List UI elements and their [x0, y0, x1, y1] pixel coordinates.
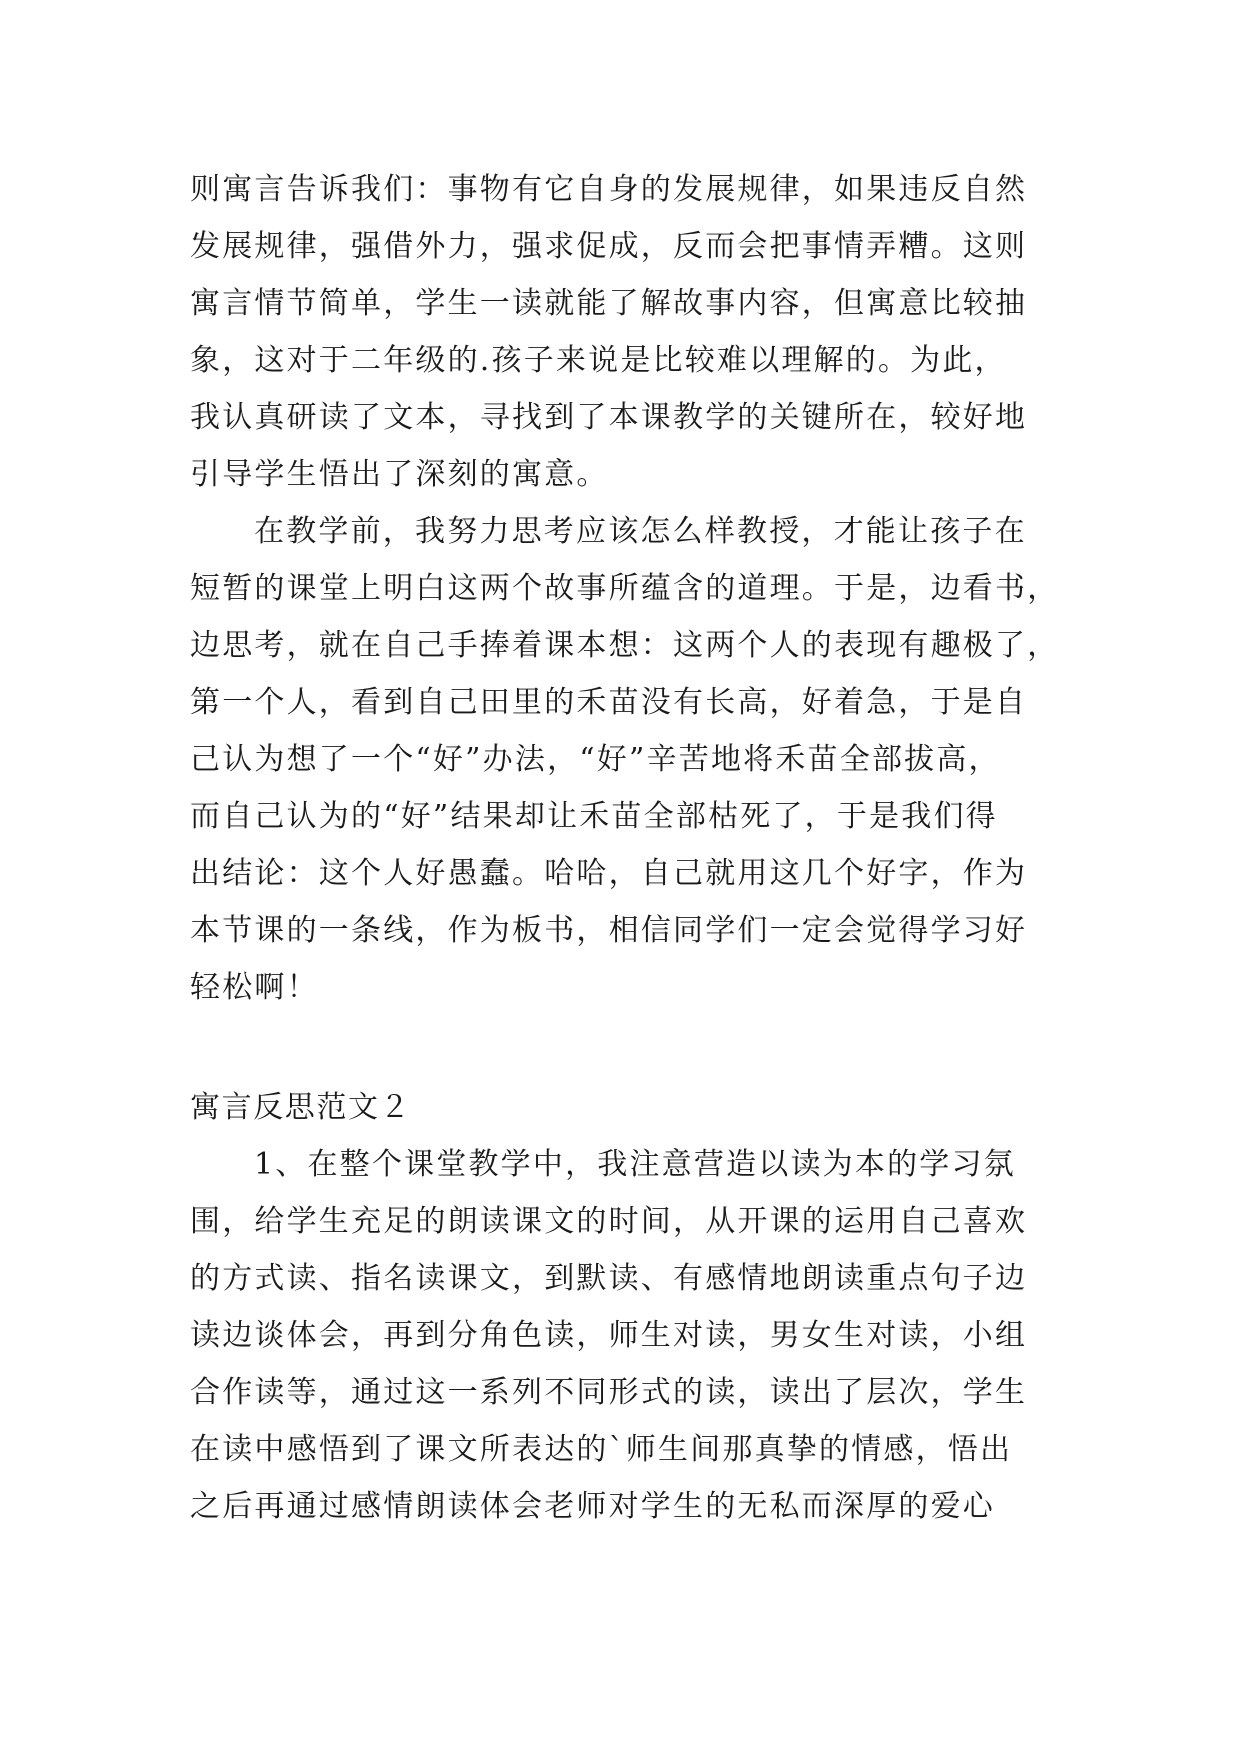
text-line: 之后再通过感情朗读体会老师对学生的无私而深厚的爱心 [190, 1489, 995, 1524]
text-line: 本节课的一条线，作为板书，相信同学们一定会觉得学习好 [190, 913, 1028, 948]
text-line: 合作读等，通过这一系列不同形式的读，读出了层次，学生 [190, 1375, 1028, 1410]
text-line: 读边谈体会，再到分角色读，师生对读，男女生对读，小组 [190, 1318, 1028, 1353]
text-line: 己认为想了一个“好”办法，“好”辛苦地将禾苗全部拔高， [190, 742, 1001, 777]
text-line: 短暂的课堂上明白这两个故事所蕴含的道理。于是，边看书， [190, 571, 1060, 606]
text-line: 轻松啊！ [190, 970, 319, 1005]
text-line: 而自己认为的“好”结果却让禾苗全部枯死了，于是我们得 [190, 799, 998, 834]
text-line: 则寓言告诉我们：事物有它自身的发展规律，如果违反自然 [190, 172, 1028, 207]
text-line: 在读中感悟到了课文所表达的`师生间那真挚的情感，悟出 [190, 1432, 1013, 1467]
text-line: 出结论：这个人好愚蠢。哈哈，自己就用这几个好字，作为 [190, 856, 1028, 891]
text-line: 象，这对于二年级的.孩子来说是比较难以理解的。为此， [190, 343, 1007, 378]
text-line: 发展规律，强借外力，强求促成，反而会把事情弄糟。这则 [190, 229, 1028, 264]
text-line: 的方式读、指名读课文，到默读、有感情地朗读重点句子边 [190, 1261, 1028, 1296]
text-line: 在教学前，我努力思考应该怎么样教授，才能让孩子在 [254, 514, 1027, 549]
text-line: 第一个人，看到自己田里的禾苗没有长高，好着急，于是自 [190, 685, 1028, 720]
text-line: 边思考，就在自己手捧着课本想：这两个人的表现有趣极了， [190, 628, 1060, 663]
text-line: 我认真研读了文本，寻找到了本课教学的关键所在，较好地 [190, 400, 1028, 435]
text-line: 寓言情节简单，学生一读就能了解故事内容，但寓意比较抽 [190, 286, 1028, 321]
text-line: 围，给学生充足的朗读课文的时间，从开课的运用自己喜欢 [190, 1204, 1028, 1239]
heading-text: 寓言反思范文２ [190, 1090, 412, 1125]
text-line: 引导学生悟出了深刻的寓意。 [190, 457, 609, 492]
text-line: 1、在整个课堂教学中，我注意营造以读为本的学习氛 [254, 1147, 1016, 1182]
